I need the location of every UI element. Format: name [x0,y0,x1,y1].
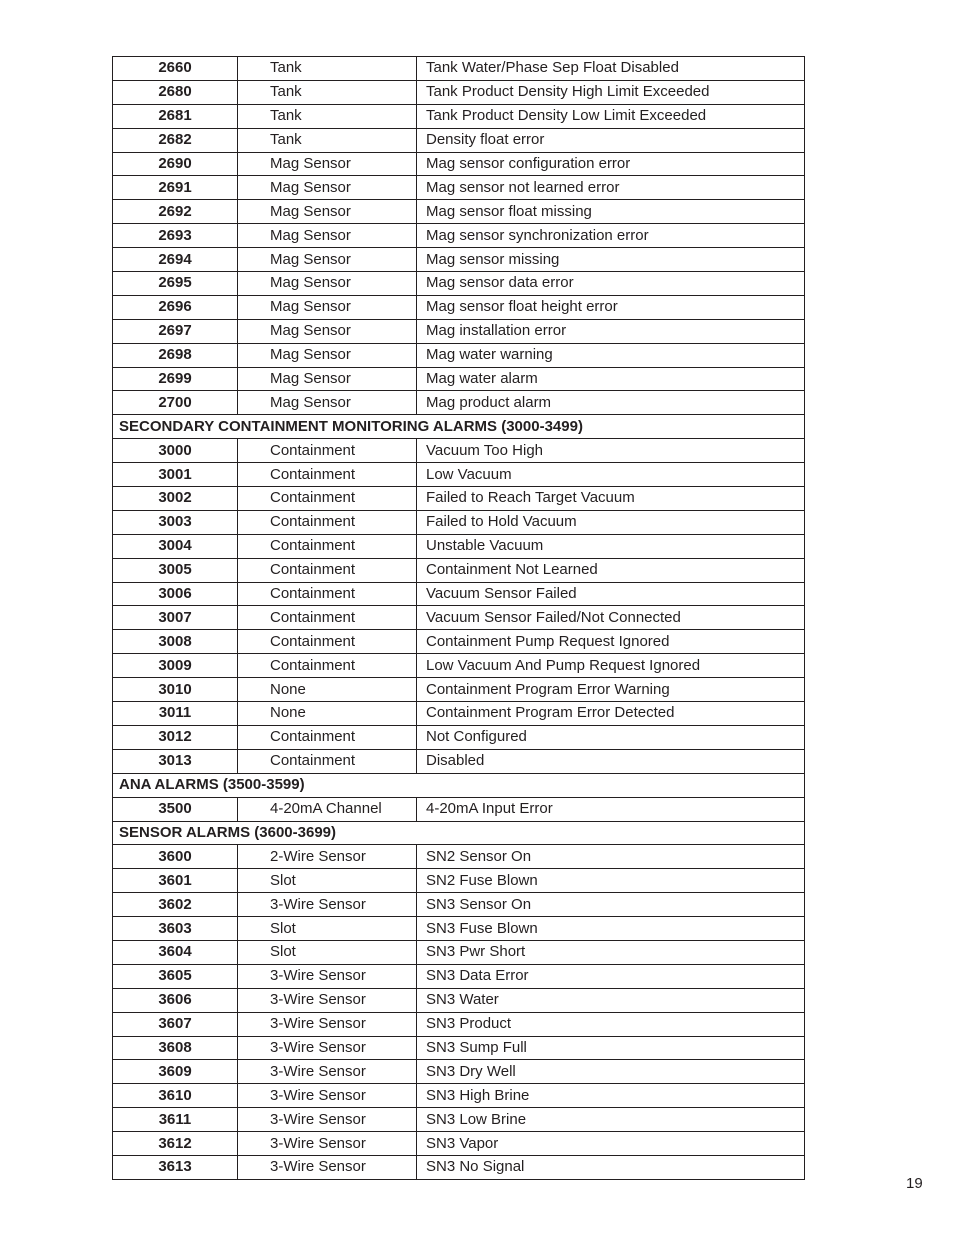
table-row [113,869,805,893]
section-header-row [113,821,805,845]
alarm-code-cell: 3005 [113,558,238,582]
alarm-description-cell: SN3 Product [417,1012,805,1036]
alarm-description-cell: Mag sensor data error [417,272,805,296]
alarm-code-cell: 2699 [113,367,238,391]
alarm-description-cell: Mag installation error [417,319,805,343]
alarm-source-cell: 4-20mA Channel [238,797,417,821]
alarm-description-cell: Mag sensor configuration error [417,152,805,176]
alarm-description-cell: Mag sensor synchronization error [417,224,805,248]
alarm-description-cell: Mag sensor missing [417,248,805,272]
alarm-description-cell: SN2 Fuse Blown [417,869,805,893]
section-title: SENSOR ALARMS (3600-3699) [113,821,805,845]
table-row [113,797,805,821]
alarm-source-cell: Mag Sensor [238,391,417,415]
table-row [113,80,805,104]
alarm-source-cell: Mag Sensor [238,176,417,200]
alarm-source-cell: Tank [238,128,417,152]
alarm-description-cell: 4-20mA Input Error [417,797,805,821]
table-row [113,439,805,463]
alarm-description-cell: SN3 Data Error [417,964,805,988]
alarm-source-cell: Mag Sensor [238,152,417,176]
alarm-code-cell: 3609 [113,1060,238,1084]
table-row [113,176,805,200]
alarm-source-cell: Mag Sensor [238,319,417,343]
alarm-code-cell: 3607 [113,1012,238,1036]
alarm-source-cell: Mag Sensor [238,343,417,367]
alarm-description-cell: SN3 Pwr Short [417,940,805,964]
table-row [113,200,805,224]
table-row [113,57,805,81]
table-row [113,940,805,964]
alarm-code-cell: 3001 [113,463,238,487]
alarm-code-cell: 3002 [113,487,238,511]
alarm-source-cell: Mag Sensor [238,272,417,296]
alarm-source-cell: 3-Wire Sensor [238,1012,417,1036]
alarm-description-cell: Containment Not Learned [417,558,805,582]
table-row [113,1132,805,1156]
table-row [113,893,805,917]
alarm-description-cell: Low Vacuum [417,463,805,487]
alarm-code-cell: 3606 [113,988,238,1012]
alarm-description-cell: SN3 Sump Full [417,1036,805,1060]
alarm-description-cell: Containment Program Error Detected [417,702,805,726]
alarm-code-cell: 3608 [113,1036,238,1060]
alarm-code-cell: 3004 [113,534,238,558]
table-row [113,391,805,415]
alarm-description-cell: SN3 Vapor [417,1132,805,1156]
table-row [113,319,805,343]
alarm-description-cell: Mag sensor not learned error [417,176,805,200]
alarm-source-cell: 3-Wire Sensor [238,1132,417,1156]
alarm-code-cell: 2696 [113,295,238,319]
alarm-code-cell: 3012 [113,725,238,749]
alarm-source-cell: Slot [238,940,417,964]
alarm-code-cell: 3013 [113,749,238,773]
alarm-source-cell: 3-Wire Sensor [238,1108,417,1132]
alarm-source-cell: 3-Wire Sensor [238,893,417,917]
table-row [113,988,805,1012]
alarm-description-cell: Low Vacuum And Pump Request Ignored [417,654,805,678]
alarm-source-cell: Mag Sensor [238,200,417,224]
alarm-source-cell: None [238,678,417,702]
alarm-source-cell: Containment [238,510,417,534]
alarm-code-cell: 3605 [113,964,238,988]
alarm-code-cell: 3003 [113,510,238,534]
table-row [113,343,805,367]
alarm-description-cell: SN3 Water [417,988,805,1012]
alarm-source-cell: Mag Sensor [238,224,417,248]
alarm-description-cell: Tank Water/Phase Sep Float Disabled [417,57,805,81]
alarm-description-cell: Unstable Vacuum [417,534,805,558]
table-row [113,749,805,773]
alarm-source-cell: 3-Wire Sensor [238,1036,417,1060]
table-row [113,224,805,248]
alarm-description-cell: Mag water warning [417,343,805,367]
alarm-source-cell: 3-Wire Sensor [238,988,417,1012]
alarm-code-cell: 2680 [113,80,238,104]
table-row [113,678,805,702]
alarm-description-cell: Mag product alarm [417,391,805,415]
alarm-code-cell: 2700 [113,391,238,415]
alarm-description-cell: SN3 Dry Well [417,1060,805,1084]
alarm-description-cell: Tank Product Density High Limit Exceeded [417,80,805,104]
table-row [113,487,805,511]
alarm-source-cell: 3-Wire Sensor [238,1155,417,1179]
alarm-code-cell: 3011 [113,702,238,726]
alarm-code-cell: 3603 [113,917,238,941]
table-row [113,1012,805,1036]
alarm-code-cell: 2693 [113,224,238,248]
section-header-row [113,773,805,797]
table-row [113,104,805,128]
table-row [113,510,805,534]
alarm-source-cell: Containment [238,654,417,678]
table-row [113,534,805,558]
table-row [113,606,805,630]
alarm-description-cell: Density float error [417,128,805,152]
alarm-source-cell: None [238,702,417,726]
table-row [113,295,805,319]
alarm-source-cell: 3-Wire Sensor [238,964,417,988]
alarm-source-cell: Tank [238,57,417,81]
alarm-description-cell: Tank Product Density Low Limit Exceeded [417,104,805,128]
table-row [113,1155,805,1179]
alarm-code-cell: 3009 [113,654,238,678]
alarm-source-cell: Mag Sensor [238,248,417,272]
alarm-description-cell: Failed to Hold Vacuum [417,510,805,534]
table-row [113,654,805,678]
alarm-source-cell: Containment [238,630,417,654]
alarm-source-cell: Containment [238,558,417,582]
alarm-code-cell: 2695 [113,272,238,296]
alarm-source-cell: Slot [238,869,417,893]
alarm-code-cell: 3611 [113,1108,238,1132]
table-row [113,964,805,988]
alarm-source-cell: Containment [238,534,417,558]
table-row [113,463,805,487]
table-row [113,917,805,941]
alarm-description-cell: SN3 Sensor On [417,893,805,917]
alarm-code-cell: 2681 [113,104,238,128]
alarm-source-cell: Tank [238,80,417,104]
alarm-description-cell: SN3 Low Brine [417,1108,805,1132]
table-row [113,367,805,391]
alarm-description-cell: Mag sensor float height error [417,295,805,319]
alarm-source-cell: Containment [238,749,417,773]
alarm-source-cell: Tank [238,104,417,128]
table-row [113,128,805,152]
table-row [113,1108,805,1132]
alarm-source-cell: Slot [238,917,417,941]
alarm-description-cell: Containment Program Error Warning [417,678,805,702]
alarm-code-cell: 2694 [113,248,238,272]
alarm-description-cell: Mag sensor float missing [417,200,805,224]
alarm-description-cell: Containment Pump Request Ignored [417,630,805,654]
table-row [113,725,805,749]
table-row [113,702,805,726]
alarm-description-cell: SN2 Sensor On [417,845,805,869]
table-row [113,582,805,606]
alarm-code-cell: 3613 [113,1155,238,1179]
alarm-code-cell: 3008 [113,630,238,654]
alarm-source-cell: Containment [238,582,417,606]
alarm-table-body [113,57,805,1180]
section-header-row [113,415,805,439]
alarm-code-cell: 3610 [113,1084,238,1108]
page-number: 19 [906,1175,923,1192]
alarm-source-cell: 2-Wire Sensor [238,845,417,869]
alarm-code-cell: 2682 [113,128,238,152]
alarm-code-cell: 2660 [113,57,238,81]
alarm-code-table [112,56,805,1180]
alarm-description-cell: Failed to Reach Target Vacuum [417,487,805,511]
table-row [113,248,805,272]
alarm-description-cell: SN3 High Brine [417,1084,805,1108]
table-row [113,1060,805,1084]
alarm-source-cell: Mag Sensor [238,367,417,391]
section-title: ANA ALARMS (3500-3599) [113,773,805,797]
alarm-code-cell: 3604 [113,940,238,964]
alarm-code-cell: 2690 [113,152,238,176]
alarm-description-cell: Vacuum Sensor Failed [417,582,805,606]
alarm-source-cell: Containment [238,606,417,630]
alarm-code-cell: 3000 [113,439,238,463]
alarm-code-cell: 3006 [113,582,238,606]
table-row [113,272,805,296]
alarm-code-cell: 3612 [113,1132,238,1156]
alarm-code-cell: 2698 [113,343,238,367]
alarm-source-cell: Containment [238,463,417,487]
alarm-code-cell: 2697 [113,319,238,343]
alarm-code-cell: 2691 [113,176,238,200]
alarm-code-cell: 3500 [113,797,238,821]
alarm-code-cell: 3600 [113,845,238,869]
alarm-description-cell: Not Configured [417,725,805,749]
alarm-description-cell: Vacuum Too High [417,439,805,463]
alarm-description-cell: Vacuum Sensor Failed/Not Connected [417,606,805,630]
alarm-code-cell: 3602 [113,893,238,917]
alarm-code-cell: 3601 [113,869,238,893]
alarm-source-cell: Containment [238,725,417,749]
alarm-code-cell: 2692 [113,200,238,224]
table-row [113,1036,805,1060]
alarm-description-cell: Disabled [417,749,805,773]
alarm-description-cell: SN3 No Signal [417,1155,805,1179]
alarm-source-cell: Mag Sensor [238,295,417,319]
table-row [113,630,805,654]
section-title: SECONDARY CONTAINMENT MONITORING ALARMS (3000-3499) [113,415,805,439]
alarm-description-cell: SN3 Fuse Blown [417,917,805,941]
alarm-source-cell: 3-Wire Sensor [238,1060,417,1084]
alarm-source-cell: Containment [238,487,417,511]
alarm-source-cell: Containment [238,439,417,463]
alarm-code-cell: 3010 [113,678,238,702]
table-row [113,558,805,582]
alarm-code-cell: 3007 [113,606,238,630]
table-row [113,845,805,869]
table-row [113,152,805,176]
alarm-source-cell: 3-Wire Sensor [238,1084,417,1108]
alarm-description-cell: Mag water alarm [417,367,805,391]
table-row [113,1084,805,1108]
